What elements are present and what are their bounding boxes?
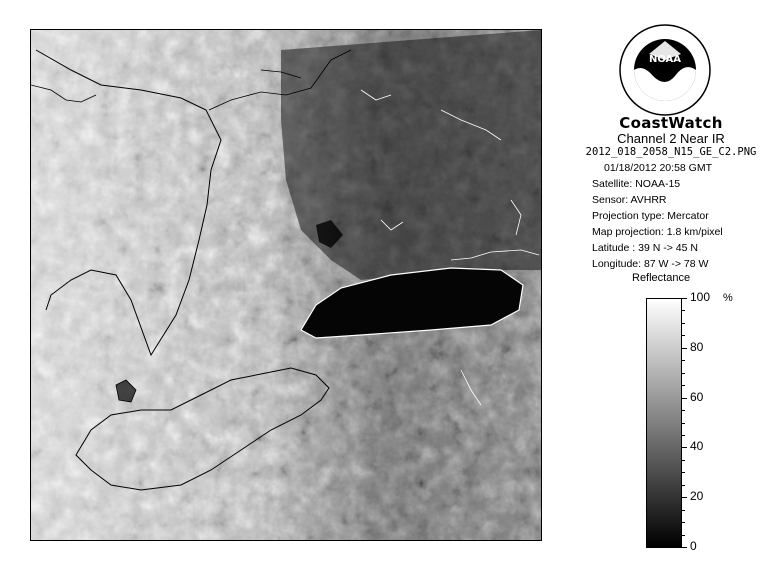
reflectance-colorbar xyxy=(646,298,682,548)
colorbar-minor-tick xyxy=(682,310,685,311)
satellite-text: Satellite: NOAA-15 xyxy=(592,178,681,190)
projection-type-text: Projection type: Mercator xyxy=(592,210,709,222)
colorbar-minor-tick xyxy=(682,522,685,523)
colorbar-major-tick xyxy=(682,398,687,399)
colorbar-tick-label: 100 xyxy=(690,290,711,304)
legend-unit: % xyxy=(723,292,733,304)
channel-subtitle: Channel 2 Near IR xyxy=(617,131,725,146)
satellite-image xyxy=(30,29,542,541)
colorbar-tick-label: 60 xyxy=(690,389,704,404)
colorbar-minor-tick xyxy=(682,423,685,424)
latitude-text: Latitude : 39 N -> 45 N xyxy=(592,242,698,254)
colorbar-minor-tick xyxy=(682,335,685,336)
colorbar-minor-tick xyxy=(682,373,685,374)
colorbar-minor-tick xyxy=(682,460,685,461)
sensor-text: Sensor: AVHRR xyxy=(592,194,667,206)
colorbar-major-tick xyxy=(682,348,687,349)
colorbar-tick-label: 0 xyxy=(690,539,697,553)
legend-title: Reflectance xyxy=(632,272,691,284)
colorbar-minor-tick xyxy=(682,535,685,536)
colorbar-tick-label: 80 xyxy=(690,339,704,354)
colorbar-tick-label: 20 xyxy=(690,489,704,504)
colorbar-minor-tick xyxy=(682,323,685,324)
colorbar-major-tick xyxy=(682,298,687,299)
colorbar-minor-tick xyxy=(682,410,685,411)
colorbar-minor-tick xyxy=(682,510,685,511)
colorbar-major-tick xyxy=(682,497,687,498)
colorbar-minor-tick xyxy=(682,435,685,436)
file-name: 2012_018_2058_N15_GE_C2.PNG xyxy=(585,146,757,158)
colorbar-major-tick xyxy=(682,547,687,548)
colorbar-minor-tick xyxy=(682,485,685,486)
logo-text: NOAA xyxy=(648,54,682,65)
colorbar-tick-label: 40 xyxy=(690,439,704,454)
page-title: CoastWatch xyxy=(619,114,723,132)
colorbar-major-tick xyxy=(682,447,687,448)
colorbar-minor-tick xyxy=(682,472,685,473)
satellite-map xyxy=(31,30,541,540)
datetime-text: 01/18/2012 20:58 GMT xyxy=(604,162,712,174)
map-projection-text: Map projection: 1.8 km/pixel xyxy=(592,226,723,238)
colorbar-minor-tick xyxy=(682,385,685,386)
longitude-text: Longitude: 87 W -> 78 W xyxy=(592,258,709,270)
colorbar-minor-tick xyxy=(682,360,685,361)
noaa-logo xyxy=(619,24,711,116)
